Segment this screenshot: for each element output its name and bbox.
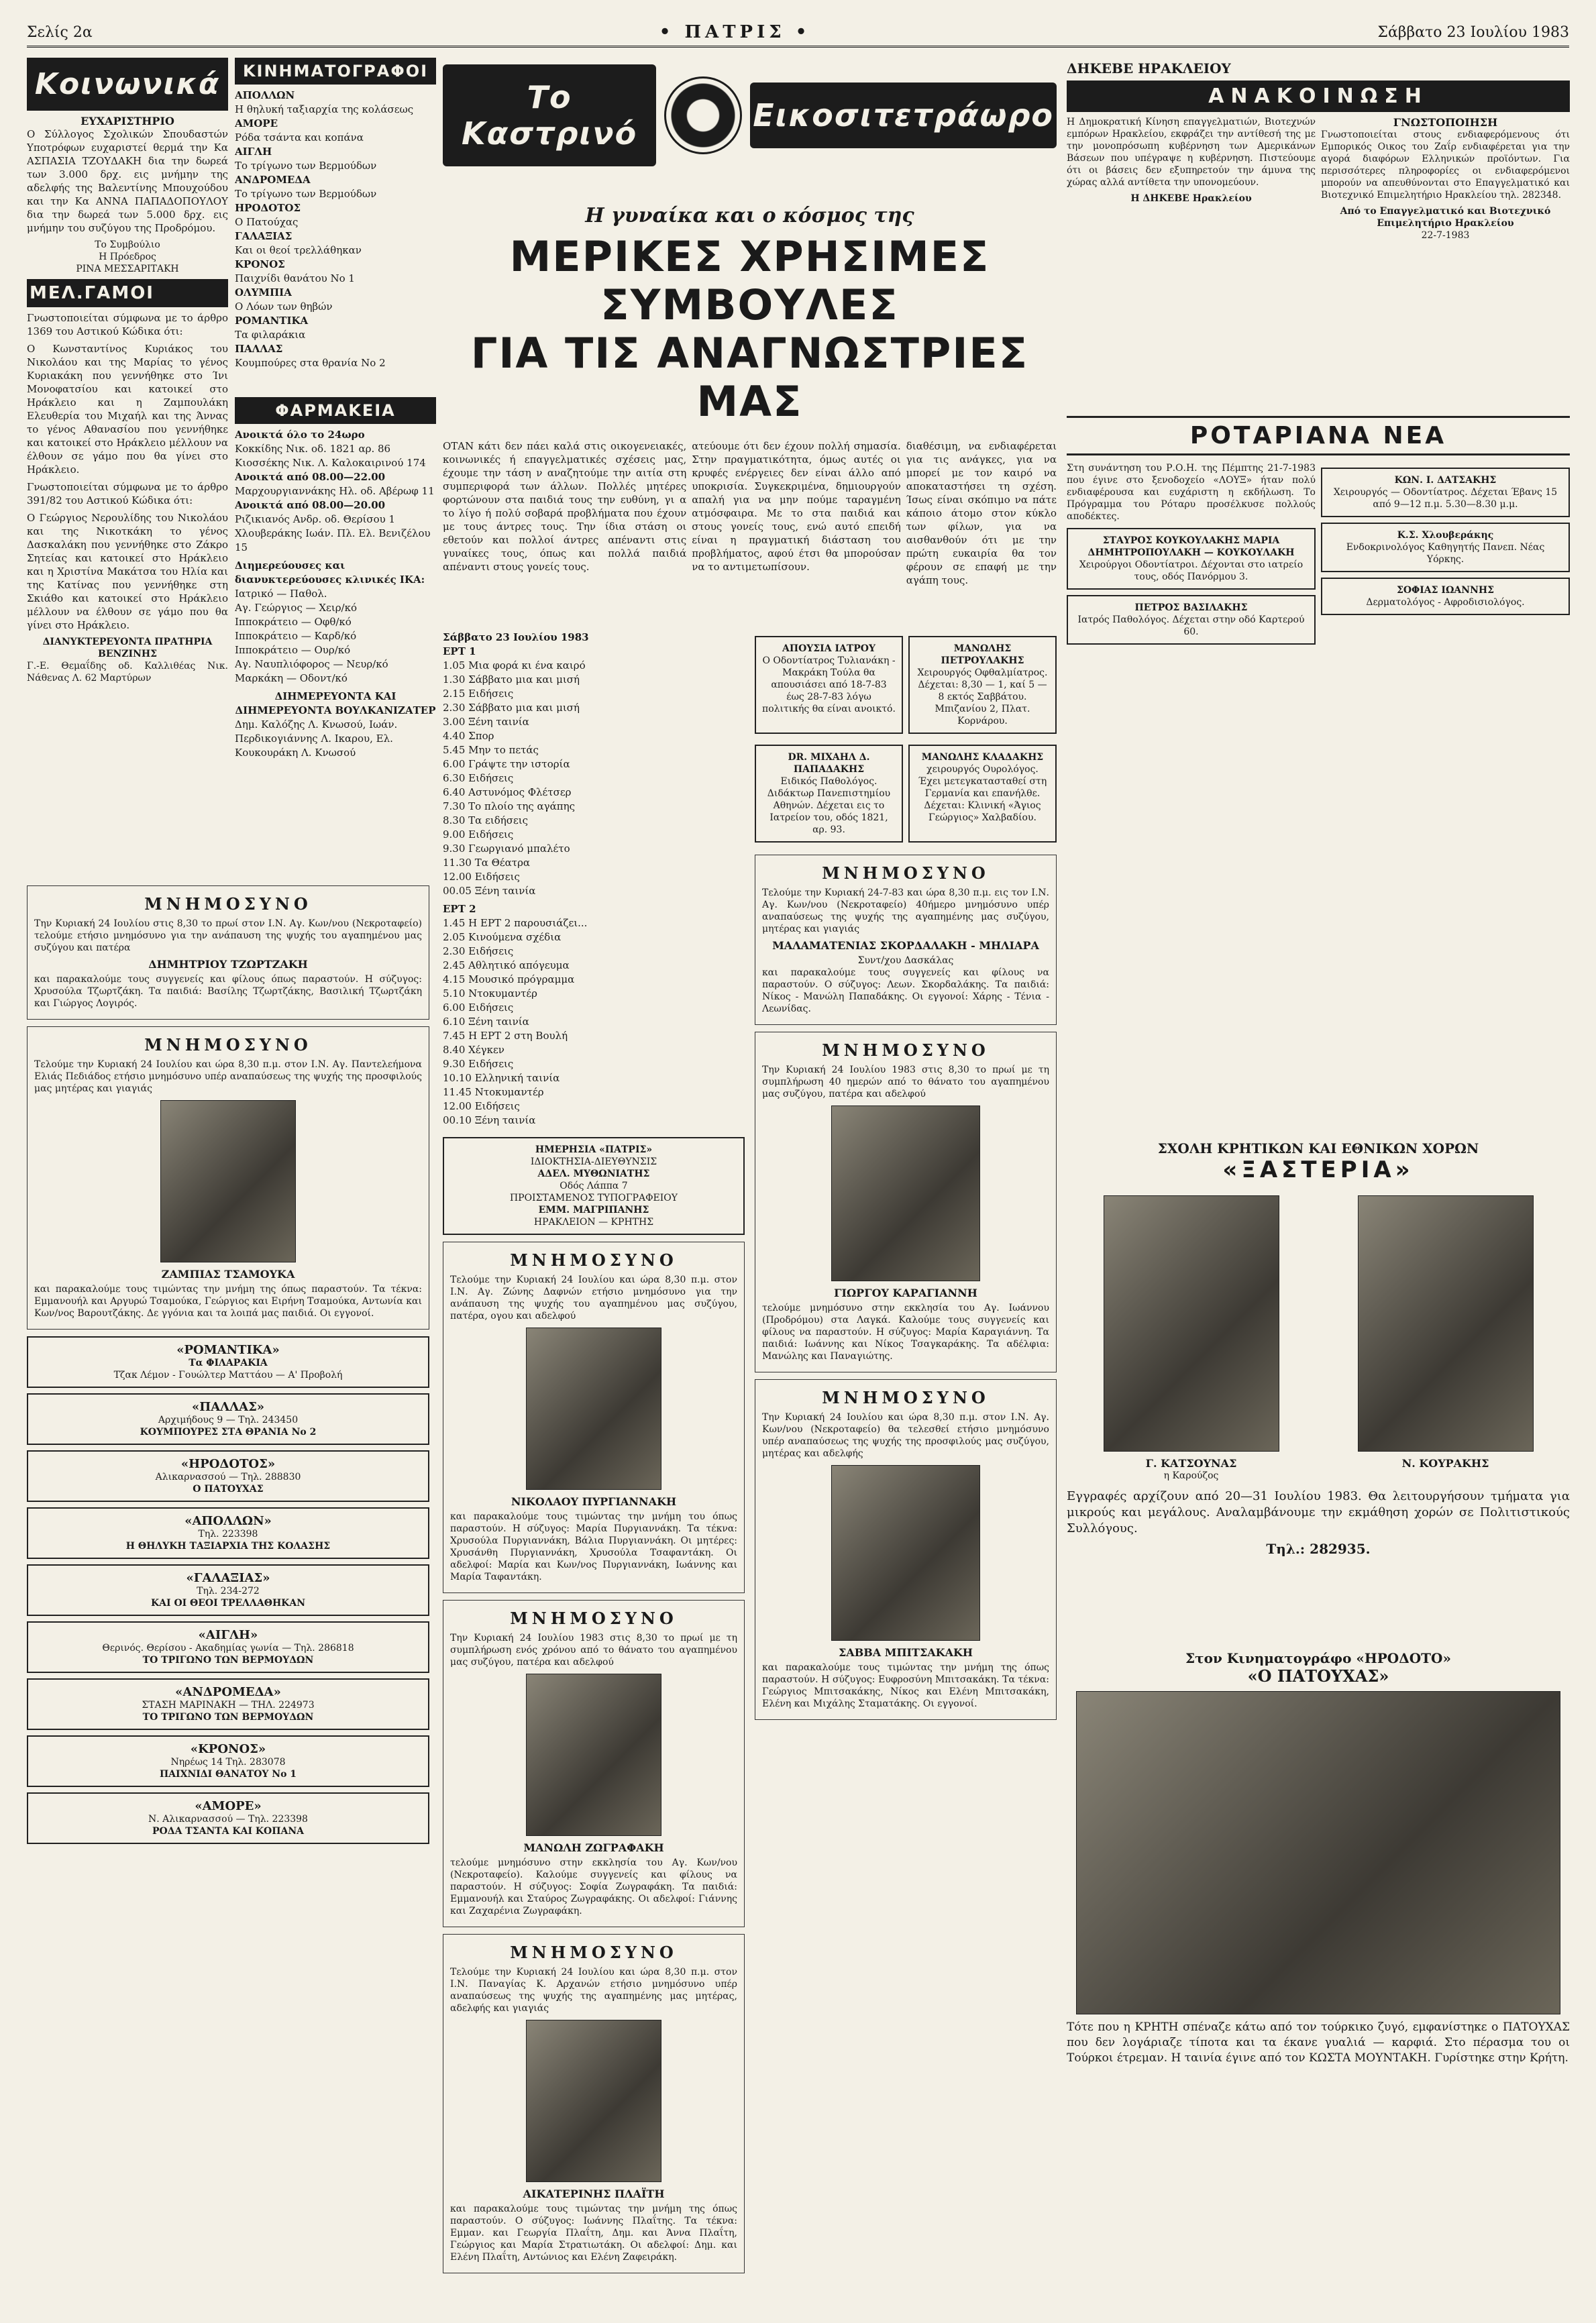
tv-entry: 4.15 Μουσικό πρόγραμμα	[443, 973, 575, 985]
tv-day: Σάββατο 23 Ιουλίου 1983	[443, 631, 589, 643]
memorial-label: ΜΝΗΜΟΣΥΝΟ	[822, 1040, 990, 1060]
weddings-text-3: Γνωστοποιείται σύμφωνα με το άρθρο 391/82 του Αστικού Κώδικα ότι:	[27, 481, 228, 506]
castle-banner-left: Το Καστρινό	[443, 64, 656, 166]
tv-entry: 11.45 Ντοκυμαντέρ	[443, 1086, 544, 1098]
cinema-film: Παιχνίδι θανάτου Νο 1	[235, 272, 355, 284]
doctor-ad	[755, 745, 903, 843]
memorial-photo	[831, 1105, 980, 1281]
clinic-entry: Ιατρικό — Παθολ.	[235, 588, 327, 600]
tv-entry: 7.30 Το πλοίο της αγάπης	[443, 800, 575, 812]
tv-entry: 5.10 Ντοκυμαντέρ	[443, 987, 537, 1000]
doctor-ad	[908, 636, 1057, 734]
tv-entry: 2.05 Κινούμενα σχέδια	[443, 931, 562, 943]
announcement-row	[1067, 116, 1570, 241]
memorial-body: και παρακαλούμε τους τιμώντας την μνήμη της όπως παραστούν. Ο σύζυγος: Ιωάννης Πλαΐτης. Τα τέκνα: Εμμαν. και Γεωργία Πλαΐτη, Δημ. και Άννα Πλαΐτη, Γεώργιος και Μαρία Στρατιωτάκη. Οι αδελφοί: Δημ. και Ελένη Πλαΐτη, Αντώνιος και Ελένη Ζαφειράκη.	[450, 2204, 737, 2263]
cinema-ad	[27, 1792, 429, 1844]
cinema-ad-line: Αρχιμήδους 9 — Τηλ. 243450	[158, 1415, 299, 1425]
memorial-body: και παρακαλούμε τους τιμώντας την μνήμη της όπως παραστούν. Η σύζυγος: Ευφροσύνη Μπιτσακάκη. Τα τέκνα: Γεώργιος Μπιτσακάκης, Νίκος και Ελένη Μπιτσακάκη, Ελένη και Μιχάλης Σταματάκης. Οι εγγονοί.	[762, 1662, 1049, 1709]
pharmacy-entry: Κιοσσέκης Νικ. Λ. Καλοκαιρινού 174	[235, 457, 426, 469]
doctor-ad	[755, 636, 903, 734]
memorial-text: Την Κυριακή 24 Ιουλίου 1983 στις 8,30 το πρωί με τη συμπλήρωση ενός χρόνου από το θάνατο του αγαπημένου μας συζύγου, πατέρα και αδελφού	[450, 1633, 737, 1668]
left-lower-column	[27, 879, 429, 2301]
doctor-ad-text: χειρουργός Ουρολόγος. Έχει μετεγκατασταθεί στη Γερμανία και επανήλθε. Δέχεται: Κλινική «Άγιος Γεώργιος» Χαλβαδίου.	[918, 764, 1047, 823]
dance-school-title: ΣΧΟΛΗ ΚΡΗΤΙΚΩΝ ΚΑΙ ΕΘΝΙΚΩΝ ΧΟΡΩΝ	[1157, 1140, 1479, 1156]
memorial-label: ΜΝΗΜΟΣΥΝΟ	[144, 1035, 312, 1055]
cinema-film: Ο Λόων των θηβών	[235, 301, 333, 313]
notice-text: Γνωστοποιείται στους ενδιαφερόμενους ότι Εμπορικός Οικος του Ζαΐρ ενδιαφέρεται για την αγορά διαφόρων Ελληνικών προϊόντων. Για περισσότερες πληροφορίες οι ενδιαφερόμενοι μπορούν να απευθύνονται στο Επαγγελματικό και Βιοτεχνικό Επιμελητήριο Ηρακλείου τηλ. 282348.	[1321, 129, 1570, 201]
classified-ad-text: Χειρούργοι Οδοντίατροι. Δέχονται στο ιατρείο τους, οδός Πανόρμου 3.	[1079, 559, 1304, 582]
cinema-name: ΓΑΛΑΞΙΑΣ	[235, 230, 292, 242]
cinema-film: Τα φιλαράκια	[235, 329, 306, 341]
classified-ad	[1321, 468, 1570, 517]
tv-channel-ert2: ΕΡΤ 2	[443, 903, 476, 915]
dance-school-text: Εγγραφές αρχίζουν από 20—31 Ιουλίου 1983. Θα λειτουργήσουν τμήματα για μικρούς και μεγάλους. Αναλαμβάνουμε την εκμάθηση χορών σε Πολιτιστικούς Συλλόγους.	[1067, 1489, 1570, 1535]
cinema-ad-line: ΣΤΑΣΗ ΜΑΡΙΝΑΚΗ — ΤΗΛ. 224973	[142, 1700, 315, 1711]
cinema-ad-name: «ΗΡΟΔΟΤΟΣ»	[180, 1457, 276, 1471]
memorial-text: Την Κυριακή 24 Ιουλίου στις 8,30 το πρωί στον Ι.Ν. Αγ. Κων/νου (Νεκροταφείο) τελούμε ετήσιο μνημόσυνο για την ανάπαυση της ψυχής του αγαπημένου μας συζύγου και πατέρα	[34, 918, 422, 953]
publisher-box	[443, 1137, 745, 1235]
memorial-notice	[755, 1379, 1057, 1720]
tv-entry: 9.30 Ειδήσεις	[443, 1058, 514, 1070]
doctor-ads-row	[755, 739, 1057, 848]
rotary-main	[1067, 462, 1316, 650]
cinema-ad-line: Θερινός. Θερίσου - Ακαδημίας γωνία — Τηλ. 286818	[102, 1643, 354, 1654]
memorial-subtitle: Συντ/χου Δασκάλας	[857, 955, 954, 966]
tv-entry: 8.40 Χέγκεν	[443, 1044, 504, 1056]
pharmacy-entry: Ανοικτά από 08.00—22.00	[235, 471, 386, 483]
doctors-memorials-column	[755, 631, 1057, 2294]
tv-entry: 5.45 Μην το πετάς	[443, 744, 539, 756]
cinema-ad-line: Τζακ Λέμον - Γουώλτερ Ματτάου — Α' Προβολή	[113, 1370, 343, 1381]
memorial-body: και παρακαλούμε τους τιμώντας την μνήμη της όπως παραστούν. Τα τέκνα: Εμμανουήλ και Αργυρώ Τσαμούκα, Γεώργιος και Ειρήνη Τσαμούκα, Αντωνία και Κων/νος Βαρουτζάκης. Δε γγόνια και τα λοιπά μας παιδιά. Οι εγγονοί.	[34, 1284, 422, 1319]
publisher-line: ΑΔΕΛ. ΜΥΘΩΝΙΑΤΗΣ	[537, 1169, 650, 1179]
tv-entry: 4.40 Σπορ	[443, 730, 494, 742]
notice-block	[1321, 116, 1570, 241]
page-header	[27, 19, 1569, 48]
page-label: Σελίς 2α	[27, 23, 93, 41]
memorial-body: τελούμε μνημόσυνο στην εκκλησία του Αγ. Κων/νου (Νεκροταφείο). Καλούμε συγγενείς και φίλους να παραστούν. Η σύζυγος: Σοφία Ζωγραφάκη. Τα παιδιά: Εμμανουήλ και Σταύρος Ζωγραφάκης. Οι αδελφοί: Γιάννης και Ζαχαρένια Ζωγραφάκη.	[450, 1857, 737, 1916]
dance-photos	[1067, 1190, 1570, 1482]
clinics-heading: Διημερεύουσες και διανυκτερεύουσες κλινικές ΙΚΑ:	[235, 559, 425, 586]
memorial-text: Τελούμε την Κυριακή 24-7-83 και ώρα 8,30 π.μ. εις τον Ι.Ν. Αγ. Κων/νου (Νεκροταφείο) 40ήμερο μνημόσυνο υπέρ αναπαύσεως της ψυχής της αγαπημένης μας συζύγου, μητέρας και γιαγιάς	[762, 887, 1049, 934]
memorial-text: Τελούμε την Κυριακή 24 Ιουλίου και ώρα 8,30 π.μ. στον Ι.Ν. Παναγίας Κ. Αρχανών ετήσιο μνημόσυνο υπέρ αναπαύσεως της ψυχής της αγαπημένης μας μητέρας, αδελφής και γιαγιάς	[450, 1967, 737, 2014]
cinema-ad-line: Αλικαρνασσού — Τηλ. 288830	[155, 1472, 301, 1482]
dance-photo-left	[1067, 1190, 1316, 1482]
tv-entry: 9.00 Ειδήσεις	[443, 828, 514, 841]
cinema-ad-line: Ο ΠΑΤΟΥΧΑΣ	[193, 1484, 264, 1495]
memorial-text: Την Κυριακή 24 Ιουλίου και ώρα 8,30 π.μ. στον Ι.Ν. Αγ. Κων/νου (Νεκροταφείο) θα τελεσθεί ετήσιο μνημόσυνο υπέρ αναπαύσεως της ψυχής της προσφιλούς μας συζύγου, μητέρας και αδελφής	[762, 1412, 1049, 1459]
memorial-name: ΔΗΜΗΤΡΙΟΥ ΤΖΩΡΤΖΑΚΗ	[148, 958, 308, 971]
classified-ad	[1067, 528, 1316, 590]
dance-school-phone: Τηλ.: 282935.	[1266, 1541, 1371, 1557]
memorial-body: τελούμε μνημόσυνο στην εκκλησία του Αγ. Ιωάννου (Προδρόμου) στα Λαγκά. Καλούμε τους συγγενείς και φίλους να παραστούν. Η σύζυγος: Μαρία Καραγιάννη. Τα παιδιά: Ιωάννης και Νίκος Τσαγκαράκης. Τα αδέλφια: Μανώλης και Παναγιώτης.	[762, 1303, 1049, 1362]
publisher-line: Οδός Λάππα 7	[560, 1181, 628, 1191]
cinema-ad	[27, 1450, 429, 1502]
classified-ad-title: ΣΤΑΥΡΟΣ ΚΟΥΚΟΥΛΑΚΗΣ ΜΑΡΙΑ ΔΗΜΗΤΡΟΠΟΥΛΑΚΗ — ΚΟΥΚΟΥΛΑΚΗ	[1087, 535, 1295, 558]
fuel-stations-text: Γ.-Ε. Θεμαΐδης οδ. Καλλιθέας Νικ. Νάθενας Λ. 62 Μαρτύρων	[27, 661, 228, 684]
cinema-name: ΑΙΓΛΗ	[235, 146, 272, 158]
weddings-text-2: Ο Κωνσταντίνος Κυριάκος του Νικολάου και της Μαρίας το γένος Κυριακάκη που γεννήθηκε στο Ίνι Μονοφατσίου και κατοικεί στο Ηράκλειο και η Ζαμπουλάκη Ελευθερία του Μιχαήλ και της Άννας το γένος Αθανασίου που γεννήθηκε και κατοικεί στο Ηράκλειο μέλλουν να έλθουν σε γάμο που θα γίνει στο Ηράκλειο.	[27, 343, 228, 476]
pharmacies-title: ΦΑΡΜΑΚΕΙΑ	[235, 397, 436, 424]
dancer-sub: η Καρούζος	[1163, 1470, 1219, 1481]
classified-ad	[1321, 523, 1570, 572]
cinema-name: ΑΝΔΡΟΜΕΔΑ	[235, 174, 311, 186]
pharmacies-intro: Ανοικτά όλο το 24ωρο	[235, 429, 365, 441]
memorial-photo	[526, 1674, 661, 1836]
rotary-section	[1067, 416, 1570, 1134]
herodotos-title: Στον Κινηματογράφο «ΗΡΟΔΟΤΟ»	[1185, 1650, 1451, 1666]
classified-ad-text: Δερματολόγος - Αφροδισιολόγος.	[1366, 597, 1525, 608]
clinic-entry: Αγ. Γεώργιος — Χειρ/κό	[235, 602, 357, 614]
social-title: Κοινωνικά	[27, 58, 228, 111]
classified-ad	[1321, 578, 1570, 615]
dikevi-sign: Η ΔΗΚΕΒΕ Ηρακλείου	[1130, 193, 1252, 204]
cinema-tv-column	[235, 54, 436, 872]
pharmacy-entry: Ανοικτά από 08.00—20.00	[235, 499, 386, 511]
tv-entry: 3.00 Ξένη ταινία	[443, 716, 529, 728]
dancer-photo	[1104, 1195, 1279, 1452]
pharmacy-entry: Κοκκίδης Νικ. οδ. 1821 αρ. 86	[235, 443, 391, 455]
dikevi-org: ΔΗΚΕΒΕ ΗΡΑΚΛΕΙΟΥ	[1067, 60, 1231, 76]
feature-columns	[443, 439, 1057, 591]
memorial-label: ΜΝΗΜΟΣΥΝΟ	[144, 894, 312, 914]
rotary-side	[1321, 462, 1570, 650]
cinema-list	[235, 89, 436, 370]
memorial-label: ΜΝΗΜΟΣΥΝΟ	[822, 1388, 990, 1407]
tv-entry: 9.30 Γεωργιανό μπαλέτο	[443, 843, 570, 855]
classified-ad	[1067, 595, 1316, 645]
cinema-film: Το τρίγωνο των Βερμούδων	[235, 188, 377, 200]
cinema-ad-name: «ΑΝΔΡΟΜΕΔΑ»	[175, 1685, 281, 1699]
tv-entry: 2.15 Ειδήσεις	[443, 688, 514, 700]
feature-headline-1: ΜΕΡΙΚΕΣ ΧΡΗΣΙΜΕΣ ΣΥΜΒΟΥΛΕΣ	[509, 232, 990, 329]
thanks-sign-1: Το Συμβούλιο	[95, 239, 160, 250]
cinema-name: ΑΜΟΡΕ	[235, 117, 278, 129]
pharmacy-entry: Ριζικιανός Ανδρ. οδ. Θερίσου 1	[235, 513, 396, 525]
cinema-ad-name: «ΑΜΟΡΕ»	[195, 1799, 262, 1813]
thanks-sign-2: Η Πρόεδρος	[99, 252, 156, 262]
pharmacy-entry: Χλουβεράκης Ιωάν. Πλ. Ελ. Βενιζέλου 15	[235, 527, 431, 553]
cinema-ad	[27, 1507, 429, 1559]
cinema-ad-line: Η ΘΗΛΥΚΗ ΤΑΞΙΑΡΧΙΑ ΤΗΣ ΚΟΛΑΣΗΣ	[125, 1541, 331, 1552]
memorial-body: και παρακαλούμε τους συγγενείς και φίλους να παραστούν. Ο σύζυγος: Λεων. Σκορδαλάκης. Τα παιδιά: Νίκος - Μανώλη Παπαδάκης. Οι εγγονοί: Χάρης - Τένια - Λεωνίδας.	[762, 967, 1049, 1014]
doctor-ad-title: ΑΠΟΥΣΙΑ ΙΑΤΡΟΥ	[782, 643, 875, 654]
dance-photo-right	[1321, 1190, 1570, 1482]
thanks-sign-3: ΡΙΝΑ ΜΕΣΣΑΡΙΤΑΚΗ	[76, 264, 179, 274]
fuel-stations-heading: ΔΙΑΝΥΚΤΕΡΕΥΟΝΤΑ ΠΡΑΤΗΡΙΑ ΒΕΝΖΙΝΗΣ	[42, 637, 213, 659]
memorial-notice	[443, 1242, 745, 1593]
classified-ad-title: ΚΩΝ. Ι. ΔΑΤΣΑΚΗΣ	[1394, 475, 1497, 486]
cinema-ad-line: Τηλ. 234-272	[197, 1586, 260, 1597]
dikevi-title: ΑΝΑΚΟΙΝΩΣΗ	[1067, 80, 1570, 112]
cinema-ad-name: «ΡΟΜΑΝΤΙΚΑ»	[176, 1343, 280, 1357]
classified-ad-title: ΣΟΦΙΑΣ ΙΩΑΝΝΗΣ	[1396, 585, 1495, 596]
memorial-name: ΝΙΚΟΛΑΟΥ ΠΥΡΓΙΑΝΝΑΚΗ	[511, 1495, 677, 1508]
rotary-title: ΡΟΤΑΡΙΑΝΑ ΝΕΑ	[1067, 416, 1570, 455]
cinema-ad-line: Τηλ. 223398	[198, 1529, 258, 1539]
memorial-text: Τελούμε την Κυριακή 24 Ιουλίου και ώρα 8,30 π.μ. στον Ι.Ν. Αγ. Παντελεήμονα Ελιάς Πεδιάδος ετήσιο μνημόσυνο υπέρ αναπαύσεως της ψυχής της προσφιλούς μας μητέρας και γιαγιάς	[34, 1059, 422, 1094]
herodotos-text: Τότε που η ΚΡΗΤΗ σπέναζε κάτω από τον τούρκικο ζυγό, εμφανίστηκε ο ΠΑΤΟΥΧΑΣ που δεν λογάριαζε τίποτα και τα έκανε γυαλιά — καρφιά. Στο πέρασμα του οι Τούρκοι έτρεμαν. Η ταινία έγινε από τον ΚΩΣΤΑ ΜΟΥΝΤΑΚΗ. Γυρίστηκε στην Κρήτη.	[1067, 2020, 1570, 2065]
memorial-text: Την Κυριακή 24 Ιουλίου 1983 στις 8,30 το πρωί με τη συμπλήρωση 40 ημερών από το θάνατο του αγαπημένου μας συζύγου, πατέρα και αδελφού	[762, 1065, 1049, 1099]
cinema-name: ΑΠΟΛΛΩΝ	[235, 89, 295, 101]
tv-entry: 10.10 Ελληνική ταινία	[443, 1072, 560, 1084]
doctor-ad-text: Χειρουργός Οφθαλμίατρος. Δέχεται: 8,30 — 1, καί 5 — 8 εκτός Σαββάτου. Μπιζανίου 2, Πλατ. Κορνάρου.	[917, 667, 1048, 726]
cinema-ad-line: Τα ΦΙΛΑΡΑΚΙΑ	[189, 1358, 268, 1368]
tv-entry: 11.30 Τα Θέατρα	[443, 857, 531, 869]
doctor-ad-text: Ο Οδοντίατρος Τυλιανάκη - Μακράκη Τούλα θα απουσιάσει από 18-7-83 έως 28-7-83 λόγω πολιτικής θα είναι ανοικτό.	[762, 655, 896, 714]
tv-entry: 6.40 Αστυνόμος Φλέτσερ	[443, 786, 572, 798]
memorial-photo	[526, 1328, 661, 1490]
memorial-photo	[526, 2020, 661, 2182]
publisher-line: ΠΡΟΙΣΤΑΜΕΝΟΣ ΤΥΠΟΓΡΑΦΕΙΟΥ	[509, 1193, 678, 1203]
tv-schedule	[443, 631, 745, 1128]
memorial-notice	[443, 1600, 745, 1927]
dance-school-section	[1067, 1140, 1570, 1643]
memorial-notice	[27, 1026, 429, 1330]
cinema-ad	[27, 1393, 429, 1445]
cinema-film: Η θηλυκή ταξιαρχία της κολάσεως	[235, 103, 414, 115]
classified-ad-text: Ιατρός Παθολόγος. Δέχεται στην οδό Καρτερού 60.	[1077, 614, 1305, 637]
cinema-name: ΠΑΛΛΑΣ	[235, 343, 283, 355]
cinema-ad-line: ΤΟ ΤΡΙΓΩΝΟ ΤΩΝ ΒΕΡΜΟΥΔΩΝ	[142, 1655, 314, 1666]
pharmacy-entry: Μαρχουργιαννάκης Ηλ. οδ. Αβέρωφ 11	[235, 485, 435, 497]
cinema-ad-name: «ΚΡΟΝΟΣ»	[190, 1742, 266, 1756]
weddings-text-4: Ο Γεώργιος Νερουλίδης του Νικολάου και της Νικοτκάκη το γένος Δασκαλάκη που γεννήθηκε στο Ζάκρο Σητείας και κατοικεί στο Ηράκλειο και η Χριστίνα Μακάτσα του Ηλία και της Κατίνας που γεννήθηκε στη Σκιάθο και κατοικεί στο Ηράκλειο μέλλουν να έλθουν σε γάμο που θα γίνει στο Ηράκλειο.	[27, 512, 228, 631]
cinema-ad-name: «ΑΙΓΛΗ»	[198, 1628, 258, 1642]
herodotos-feature	[1067, 1650, 1570, 2294]
tv-entry: 00.10 Ξένη ταινία	[443, 1114, 536, 1126]
memorial-label: ΜΝΗΜΟΣΥΝΟ	[510, 1250, 678, 1270]
cinema-name: ΡΟΜΑΝΤΙΚΑ	[235, 315, 309, 327]
cinema-ad	[27, 1336, 429, 1388]
classified-ad-title: Κ.Σ. Χλουβεράκης	[1397, 530, 1494, 541]
memorial-name: ΓΙΩΡΓΟΥ ΚΑΡΑΓΙΑΝΝΗ	[834, 1287, 977, 1299]
doctor-ad-text: Ειδικός Παθολόγος. Διδάκτωρ Πανεπιστημίου Αθηνών. Δέχεται εις το Ιατρείον του, οδός 1821, αρ. 93.	[767, 776, 891, 835]
feature-text-b: ατεύουμε ότι δεν έχουν πολλή σημασία. Στην πραγματικότητα, όμως αυτές οι κρυφές ενέργειες δεν είναι άλλο από υποκρισία. Συγκεκριμένα, δημιουργούν απαλή για να μην πούμε ταραγμένη ατμόσφαιρα. Με το στα παιδιά και στους γονείς τους, ενώ αυτό επειδή είναι η πραγματική διάσταση του προβλήματος, αφού έτσι θα μπορούσαν να το αντιμετωπίσουν.	[692, 440, 901, 573]
cinema-name: ΗΡΟΔΟΤΟΣ	[235, 202, 301, 214]
memorial-label: ΜΝΗΜΟΣΥΝΟ	[510, 1943, 678, 1962]
cinema-ad	[27, 1735, 429, 1787]
cinema-film: Και οι θεοί τρελλάθηκαν	[235, 244, 362, 256]
memorial-notice	[27, 885, 429, 1020]
castle-banner-right: Εικοσιτετράωρο	[750, 83, 1057, 148]
notice-date: 22-7-1983	[1421, 230, 1470, 241]
cinema-title: ΚΙΝΗΜΑΤΟΓΡΑΦΟΙ	[235, 58, 436, 85]
tv-entry: 1.45 Η ΕΡΤ 2 παρουσιάζει...	[443, 917, 588, 929]
classified-ad-text: Χειρουργός — Οδοντίατρος. Δέχεται Έβανς 15 από 9—12 π.μ. 5.30—8.30 μ.μ.	[1333, 487, 1558, 510]
cinema-ad-line: Ν. Αλικαρνασσού — Τηλ. 223398	[148, 1814, 308, 1825]
tv-entry: 2.30 Ειδήσεις	[443, 945, 514, 957]
memorial-name: ΖΑΜΠΙΑΣ ΤΣΑΜΟΥΚΑ	[161, 1268, 295, 1281]
tv-entry: 12.00 Ειδήσεις	[443, 871, 520, 883]
memorial-body: και παρακαλούμε τους τιμώντας την μνήμη του όπως παραστούν. Η σύζυγος: Μαρία Πυργιαννάκη. Τα τέκνα: Χρυσούλα Πυργιαννάκη, Βάλια Πυργιαννάκη. Οι μητέρες: Χρυσάνθη Πυργιαννάκη, Χρυσούλα Τσαφαντάκη. Οι αδελφοί: Μαρία και Κων/νος Πυργιαννάκη, Ιωάννης και Μαρία Ταφαντάκη.	[450, 1511, 737, 1582]
castle-emblem-icon	[664, 76, 742, 154]
tv-entry: 1.05 Μια φορά κι ένα καιρό	[443, 659, 586, 671]
rotary-text: Στη συνάντηση του Ρ.Ο.Η. της Πέμπτης 21-7-1983 που έγινε στο ξενοδοχείο «ΛΟΥΞ» ήταν πολύ ενδιαφέρουσα και ευχάριστη η εκδήλωση. Το Πρόγραμμα του Ρόταρυ προσέλκυσε πολλούς αποδέκτες.	[1067, 463, 1316, 522]
memorial-text: Τελούμε την Κυριακή 24 Ιουλίου και ώρα 8,30 π.μ. στον Ι.Ν. Αγ. Ζώνης Δαφνών ετήσιο μνημόσυνο για την ανάπαυση της ψυχής του αγαπημένου μας συζύγου, πατέρα, ογου και αδελφού	[450, 1275, 737, 1321]
cinema-ad-line: ΚΑΙ ΟΙ ΘΕΟΙ ΤΡΕΛΛΑΘΗΚΑΝ	[150, 1598, 305, 1609]
feature-headline-2: ΓΙΑ ΤΙΣ ΑΝΑΓΝΩΣΤΡΙΕΣ ΜΑΣ	[470, 329, 1029, 426]
cinema-name: ΟΛΥΜΠΙΑ	[235, 286, 292, 299]
publisher-line: ΗΡΑΚΛΕΙΟΝ — ΚΡΗΤΗΣ	[533, 1217, 654, 1228]
cinema-name: ΚΡΟΝΟΣ	[235, 258, 285, 270]
announcements	[1067, 60, 1570, 409]
memorial-photo	[831, 1465, 980, 1641]
tv-memorials-column	[443, 631, 745, 2294]
cinema-ad-name: «ΑΠΟΛΛΩΝ»	[184, 1514, 272, 1528]
cinema-ad-line: ΠΑΙΧΝΙΔΙ ΘΑΝΑΤΟΥ Νο 1	[159, 1769, 297, 1780]
memorial-name: ΜΑΛΑΜΑΤΕΝΙΑΣ ΣΚΟΡΔΑΛΑΚΗ - ΜΗΛΙΑΡΑ	[772, 939, 1039, 952]
cinema-ad	[27, 1678, 429, 1730]
memorial-notice	[755, 855, 1057, 1025]
memorial-label: ΜΝΗΜΟΣΥΝΟ	[822, 863, 990, 883]
cinema-film: Ρόδα τσάντα και κοπάνα	[235, 131, 364, 144]
dancer-name: Γ. ΚΑΤΣΟΥΝΑΣ	[1145, 1457, 1237, 1470]
castle-banner	[443, 60, 1057, 201]
feature-text-a: ΟΤΑΝ κάτι δεν πάει καλά στις οικογενειακές, κοινωνικές ή επαγγελματικές σχέσεις μας, έχουμε την τάση ν αναζητούμε την αιτία στη συμπεριφορά των άλλων. Πολλές μητέρες φορτώνουν στα παιδιά τους την ευθύνη, γι α το λίγο ή πολύ σοβαρά προβλήματα που έχουν με τους άντρες τους. Την ίδια στάση οι εθετούν και πολλοί άντρες απέναντι στις γυναίκες τους, όπως και πολλά παιδιά απέναντι στους γονείς τους.	[443, 440, 687, 573]
memorial-photo	[160, 1100, 296, 1262]
clinic-entry: Ιπποκράτειο — Καρδ/κό	[235, 630, 357, 642]
feature-kicker: Η γυναίκα και ο κόσμος της	[585, 204, 914, 227]
cinema-ad-name: «ΠΑΛΛΑΣ»	[191, 1400, 265, 1414]
film-still-photo	[1076, 1691, 1560, 2014]
thanks-heading: ΕΥΧΑΡΙΣΤΗΡΙΟ	[81, 115, 174, 127]
cinema-ad-line: ΡΟΔΑ ΤΣΑΝΤΑ ΚΑΙ ΚΟΠΑΝΑ	[152, 1826, 304, 1837]
feature-text-c: διαθέσιμη, να ενδιαφέρεται για τις ανάγκες, για να μπορεί με τον καιρό να αποκαταστήσει τη σχέση. Ίσως είναι σκόπιμο να πάτε κάποιο άτομο στον κύκλο των φίλων, για να αισθανθούν ότι με την πρώτη ευκαιρία θα τον φέρουν σε επαφή με την αγάπη τους.	[906, 440, 1057, 586]
tv-entry: 6.30 Ειδήσεις	[443, 772, 514, 784]
dikevi-text: Η Δημοκρατική Κίνηση επαγγελματιών, Βιοτεχνών εμπόρων Ηρακλείου, εκφράζει την αντίθεσή της με την μονοπρόσωπη κυβέρνηση των Αμερικάνων Βάσεων που υπέγραψε η κυβέρνηση. Πιστεύουμε ότι οι βάσεις δεν εξυπηρετούν την άμυνα της χώρας αλλά αντίθετα την υπονομεύουν.	[1067, 117, 1316, 188]
doctor-ads-row	[755, 631, 1057, 739]
publisher-line: ΙΔΙΟΚΤΗΣΙΑ-ΔΙΕΥΘΥΝΣΙΣ	[530, 1156, 657, 1167]
tv-entry: 8.30 Τα ειδήσεις	[443, 814, 529, 826]
tv-entry: 6.00 Γράψτε την ιστορία	[443, 758, 570, 770]
notice-sign: Από το Επαγγελματικό και Βιοτεχνικό Επιμελητήριο Ηρακλείου	[1340, 206, 1551, 229]
doctor-ad	[908, 745, 1057, 843]
cinema-ad-line: Νηρέως 14 Τηλ. 283078	[170, 1757, 286, 1768]
classified-ad-title: ΠΕΤΡΟΣ ΒΑΣΙΛΑΚΗΣ	[1134, 602, 1248, 613]
memorial-label: ΜΝΗΜΟΣΥΝΟ	[510, 1609, 678, 1628]
tv-entry: 6.00 Ειδήσεις	[443, 1002, 514, 1014]
dikevi-block	[1067, 116, 1316, 241]
vulcanizers-heading: ΔΙΗΜΕΡΕΥΟΝΤΑ ΚΑΙ ΔΙΗΜΕΡΕΥΟΝΤΑ ΒΟΥΛΚΑΝΙΖΑΤΕΡ	[235, 690, 436, 716]
tv-channel-ert1: ΕΡΤ 1	[443, 645, 476, 657]
tv-entry: 6.10 Ξένη ταινία	[443, 1016, 529, 1028]
memorial-name: ΣΑΒΒΑ ΜΠΙΤΣΑΚΑΚΗ	[838, 1646, 973, 1659]
cinema-ad-name: «ΓΑΛΑΞΙΑΣ»	[186, 1571, 270, 1585]
dancer-name: Ν. ΚΟΥΡΑΚΗΣ	[1401, 1457, 1489, 1470]
feature-article	[443, 201, 1057, 631]
vulcanizers-text: Δημ. Καλόζης Λ. Κνωσού, Ιωάν. Περδικογιάννης Λ. Ικαρου, Ελ. Κουκουράκη Λ. Κνωσού	[235, 718, 398, 759]
clinic-entry: Αγ. Ναυπλιόφορος — Νευρ/κό	[235, 658, 388, 670]
cinema-ad	[27, 1621, 429, 1673]
cinema-film: Ο Πατούχας	[235, 216, 299, 228]
memorial-name: ΑΙΚΑΤΕΡΙΝΗΣ ΠΛΑΪΤΗ	[523, 2187, 665, 2200]
thanks-text: Ο Σύλλογος Σχολικών Σπουδαστών Υποτρόφων ευχαριστεί θερμά την Κα ΑΣΠΑΣΙΑ ΤΖΟΥΔΑΚΗ δια την δωρεά των 3.000 δρχ. εις μνήμην της αδελφής της Βαλεντίνης Μπουχούδου και την Κα ΑΝΝΑ ΠΑΠΑΔΟΠΟΥΛΟΥ δια την δωρεά των 5.000 δρχ. εις μνήμην του συζύγου της Προδρόμου.	[27, 128, 228, 234]
memorial-body: και παρακαλούμε τους συγγενείς και φίλους όπως παραστούν. Η σύζυγος: Χρυσούλα Τζωρτζάκη. Τα παιδιά: Βασίλης Τζωρτζάκης, Βασιλική Τζωρτζάκη και Γιώργος Λογιρός.	[34, 974, 422, 1009]
rotary-row	[1067, 462, 1570, 650]
tv-entry: 2.30 Σάββατο μια και μισή	[443, 702, 580, 714]
weddings-text-1: Γνωστοποιείται σύμφωνα με το άρθρο 1369 του Αστικού Κώδικα ότι:	[27, 312, 228, 337]
cinema-ad-line: ΚΟΥΜΠΟΥΡΕΣ ΣΤΑ ΘΡΑΝΙΑ Νο 2	[140, 1427, 317, 1438]
pharmacies-list	[235, 428, 436, 760]
dance-school-name: «ΞΑΣΤΕΡΙΑ»	[1222, 1156, 1414, 1183]
dancer-photo	[1358, 1195, 1534, 1452]
memorial-notice	[443, 1934, 745, 2273]
publisher-line: ΕΜΜ. ΜΑΓΡΙΠΑΝΗΣ	[538, 1205, 649, 1215]
cinema-ad-line: ΤΟ ΤΡΙΓΩΝΟ ΤΩΝ ΒΕΡΜΟΥΔΩΝ	[142, 1712, 314, 1723]
clinic-entry: Ιπποκράτειο — Ουρ/κό	[235, 644, 351, 656]
social-column	[27, 54, 228, 872]
cinema-film: Κουμπούρες στα θρανία Νο 2	[235, 357, 386, 369]
herodotos-film: «Ο ΠΑΤΟΥΧΑΣ»	[1247, 1666, 1389, 1686]
tv-entry: 1.30 Σάββατο μια και μισή	[443, 673, 580, 686]
publisher-line: ΗΜΕΡΗΣΙΑ «ΠΑΤΡΙΣ»	[535, 1144, 653, 1155]
cinema-ad	[27, 1564, 429, 1616]
memorial-notice	[755, 1032, 1057, 1372]
tv-entry: 12.00 Ειδήσεις	[443, 1100, 520, 1112]
tv-entry: 00.05 Ξένη ταινία	[443, 885, 536, 897]
issue-date: Σάββατο 23 Ιουλίου 1983	[1377, 23, 1569, 41]
classified-ad-text: Ενδοκρινολόγος Καθηγητής Πανεπ. Νέας Υόρκης.	[1346, 542, 1545, 565]
doctor-ad-title: ΜΑΝΩΛΗΣ ΠΕΤΡΟΥΛΑΚΗΣ	[941, 643, 1024, 666]
tv-entry: 7.45 Η ΕΡΤ 2 στη Βουλή	[443, 1030, 568, 1042]
clinic-entry: Ιπποκράτειο — Οφθ/κό	[235, 616, 352, 628]
notice-title: ΓΝΩΣΤΟΠΟΙΗΣΗ	[1393, 116, 1498, 129]
masthead: • ΠΑΤΡΙΣ •	[659, 22, 811, 42]
memorial-name: ΜΑΝΩΛΗ ΖΩΓΡΑΦΑΚΗ	[523, 1841, 664, 1854]
weddings-title: ΜΕΛ.ΓΑΜΟΙ	[27, 279, 228, 307]
cinema-film: Το τρίγωνο των Βερμούδων	[235, 160, 377, 172]
doctor-ad-title: DR. ΜΙΧΑΗΛ Δ. ΠΑΠΑΔΑΚΗΣ	[788, 752, 870, 775]
tv-entry: 2.45 Αθλητικό απόγευμα	[443, 959, 570, 971]
doctor-ad-title: ΜΑΝΩΛΗΣ ΚΛΑΔΑΚΗΣ	[921, 752, 1044, 763]
clinic-entry: Μαρκάκη — Οδοντ/κό	[235, 672, 348, 684]
